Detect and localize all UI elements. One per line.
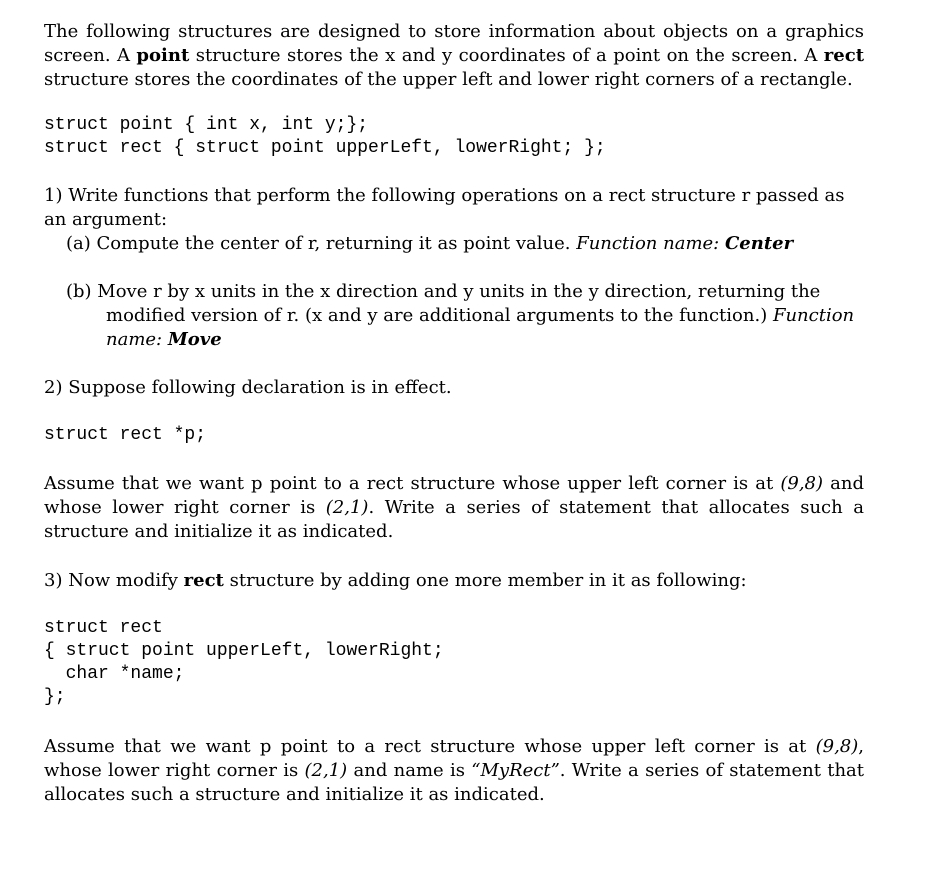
code-line: char *name; <box>44 664 185 684</box>
q3-text-1: 3) Now modify <box>44 570 184 591</box>
q3-coord-upper-left: (9,8) <box>815 736 859 757</box>
question-1a-fn-name: Center <box>724 233 794 254</box>
intro-text-2: structure stores the x and y coordinates of a point on the screen. A <box>189 45 824 66</box>
q2-assume-text-1: Assume that we want p point to a rect structure whose upper left corner is at <box>44 473 781 494</box>
q3-assume-text-2: , whose lower right corner is <box>44 736 864 781</box>
q3-assume-text-1: Assume that we want p point to a rect structure whose upper left corner is at <box>44 736 816 757</box>
q2-assume-text-3: . Write a series of statement that allocates such a structure and initialize it as indicated. <box>44 497 864 542</box>
q2-coord-lower-right: (2,1) <box>325 497 369 518</box>
question-1b <box>44 280 864 352</box>
question-1a-fn-label: Function name: <box>576 233 725 254</box>
question-1a-text: (a) Compute the center of r, returning it as point value. <box>66 233 577 254</box>
question-3 <box>44 569 864 593</box>
intro-paragraph <box>44 20 864 92</box>
document-page <box>44 20 864 807</box>
question-1b-fn-label: Function name: <box>106 305 855 350</box>
intro-text-1: The following structures are designed to store information about objects on a graphics screen. A <box>44 21 864 66</box>
intro-bold-point: point <box>136 45 190 66</box>
intro-bold-rect: rect <box>823 45 865 66</box>
code-line: struct rect { struct point upperLeft, lowerRight; }; <box>44 138 606 158</box>
q3-assume-text-3: and name is <box>347 760 472 781</box>
question-3-assume <box>44 735 864 807</box>
question-2-assume <box>44 472 864 544</box>
q3-assume-text-4: . Write a series of statement that allocates such a structure and initialize it as indicated. <box>44 760 865 805</box>
code-block-3 <box>44 617 864 709</box>
code-line: struct point { int x, int y;}; <box>44 115 369 135</box>
q3-coord-lower-right: (2,1) <box>304 760 348 781</box>
question-1a <box>44 232 864 256</box>
q2-coord-upper-left: (9,8) <box>780 473 824 494</box>
intro-text-3: structure stores the coordinates of the upper left and lower right corners of a rectangle. <box>44 69 853 90</box>
q3-text-2: structure by adding one more member in it as following: <box>223 570 747 591</box>
code-line: struct rect <box>44 618 163 638</box>
q2-assume-text-2: and whose lower right corner is <box>44 473 864 518</box>
code-block-2: struct rect *p; <box>44 425 207 445</box>
q3-name-value: “MyRect” <box>471 760 560 781</box>
q3-bold-rect: rect <box>183 570 224 591</box>
question-1b-text: (b) Move r by x units in the x direction and y units in the y direction, returning the modified version of r. (x and y are additional arguments to the function.) <box>66 281 821 326</box>
question-2: 2) Suppose following declaration is in effect. <box>44 377 452 398</box>
code-line: }; <box>44 687 66 707</box>
code-line: { struct point upperLeft, lowerRight; <box>44 641 444 661</box>
question-1: 1) Write functions that perform the following operations on a rect structure r passed as an argument: <box>44 185 845 230</box>
question-1b-fn-name: Move <box>167 329 222 350</box>
code-block-1 <box>44 114 864 160</box>
